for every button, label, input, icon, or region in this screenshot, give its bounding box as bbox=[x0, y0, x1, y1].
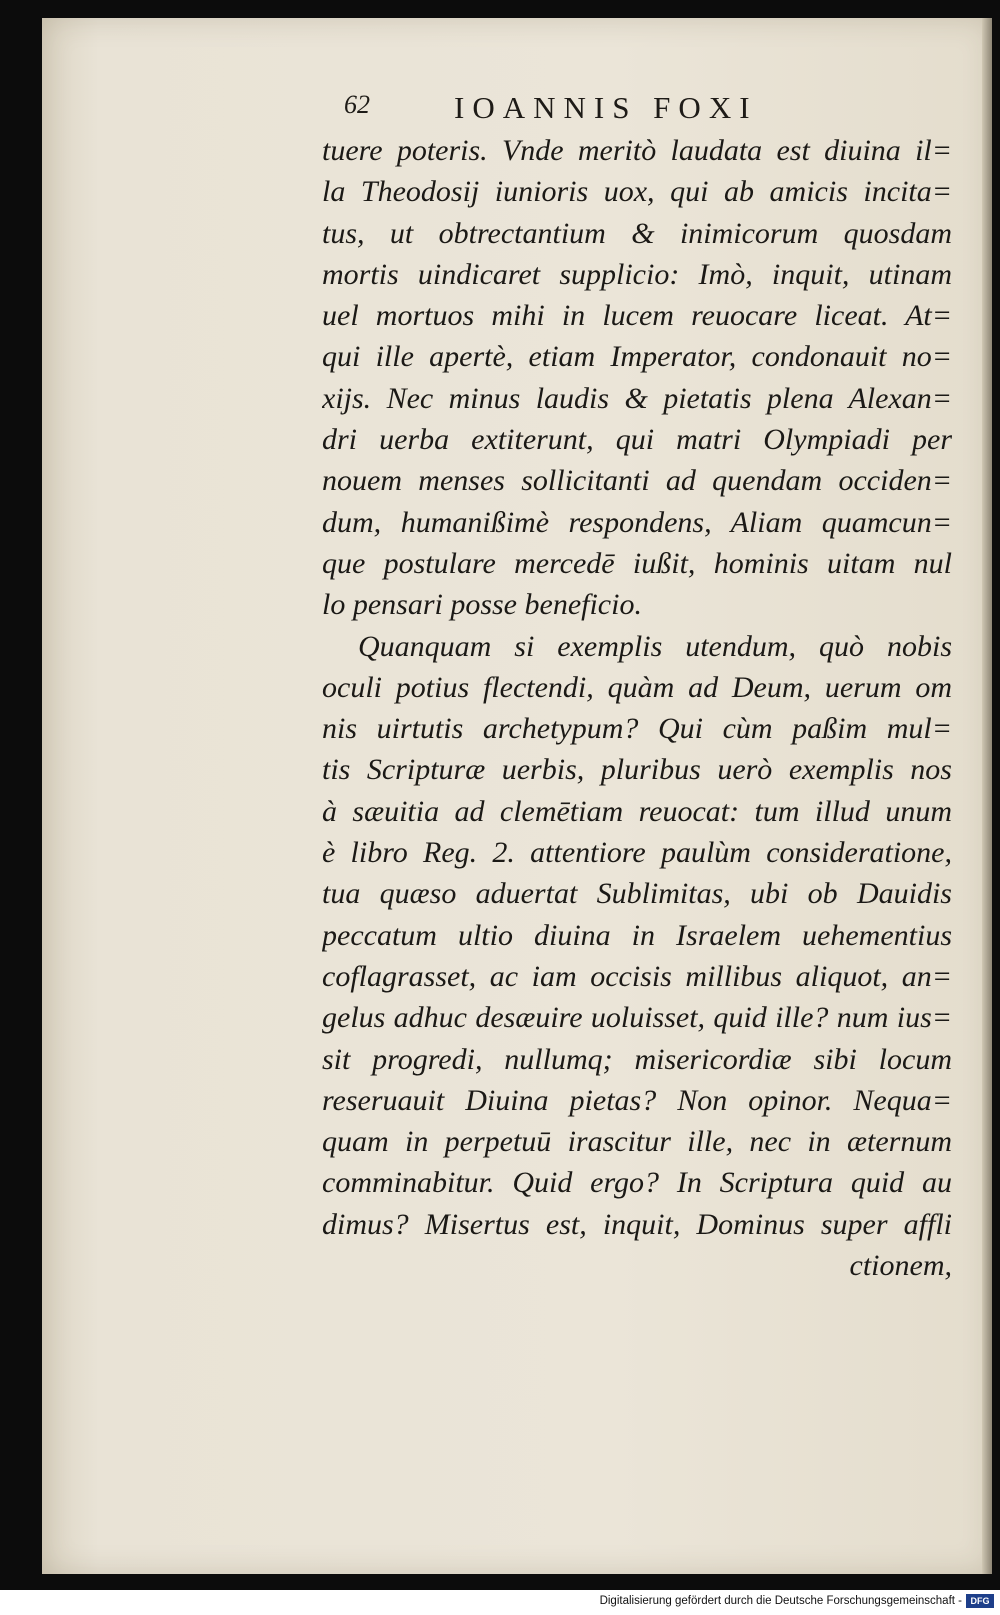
page-edge bbox=[982, 18, 992, 1574]
text-line: peccatum ultio diuina in Israelem uehementius bbox=[322, 918, 952, 952]
text-line: à sæuitia ad clemētiam reuocat: tum illud unum bbox=[322, 794, 952, 828]
text-line: lo pensari posse beneficio. bbox=[322, 588, 642, 622]
text-line: nouem menses sollicitanti ad quendam occiden= bbox=[322, 464, 952, 498]
text-line: dum, humanißimè respondens, Aliam quamcun= bbox=[322, 505, 952, 539]
text-line: comminabitur. Quid ergo? In Scriptura quid au bbox=[322, 1166, 952, 1200]
text-line: quam in perpetuū irascitur ille, nec in æternum bbox=[322, 1125, 952, 1159]
text-line: qui ille apertè, etiam Imperator, condonauit no= bbox=[322, 340, 952, 374]
text-line: coflagrasset, ac iam occisis millibus aliquot, an= bbox=[322, 959, 952, 993]
text-line: dri uerba extiterunt, qui matri Olympiadi per bbox=[322, 423, 952, 457]
text-line: Quanquam si exemplis utendum, quò nobis bbox=[358, 629, 952, 663]
text-line: tua quæso aduertat Sublimitas, ubi ob Dauidis bbox=[322, 877, 952, 911]
digitization-footer bbox=[0, 1590, 1000, 1615]
text-line: oculi potius flectendi, quàm ad Deum, uerum om bbox=[322, 670, 952, 704]
text-line: tis Scripturæ uerbis, pluribus uerò exemplis nos bbox=[322, 753, 952, 787]
text-line: la Theodosij iunioris uox, qui ab amicis incita= bbox=[322, 175, 952, 209]
text-line: reseruauit Diuina pietas? Non opinor. Nequa= bbox=[322, 1083, 952, 1117]
text-line: mortis uindicaret supplicio: Imò, inquit, utinam bbox=[322, 257, 952, 291]
page-number: 62 bbox=[344, 90, 370, 119]
text-line: sit progredi, nullumq; misericordiæ sibi locum bbox=[322, 1042, 952, 1076]
text-line: xijs. Nec minus laudis & pietatis plena Alexan= bbox=[322, 381, 952, 415]
dfg-logo: DFG bbox=[966, 1594, 994, 1608]
body-text bbox=[322, 130, 952, 1286]
text-line: dimus? Misertus est, inquit, Dominus super affli bbox=[322, 1207, 952, 1241]
text-line: nis uirtutis archetypum? Qui cùm paßim mul= bbox=[322, 712, 952, 746]
text-line: uel mortuos mihi in lucem reuocare liceat. At= bbox=[322, 299, 952, 333]
text-line: que postulare mercedē iußit, hominis uitam nul bbox=[322, 546, 952, 580]
book-page bbox=[42, 18, 992, 1574]
running-title: IOANNIS FOXI bbox=[454, 90, 758, 125]
text-line: è libro Reg. 2. attentiore paulùm consideratione, bbox=[322, 836, 952, 870]
page-header bbox=[344, 90, 884, 132]
text-line: gelus adhuc desæuire uoluisset, quid ille? num ius= bbox=[322, 1001, 952, 1035]
funding-credit: Digitalisierung gefördert durch die Deutsche Forschungsgemeinschaft - bbox=[599, 1595, 962, 1607]
text-line: tus, ut obtrectantium & inimicorum quosdam bbox=[322, 216, 952, 250]
text-line: tuere poteris. Vnde meritò laudata est diuina il= bbox=[322, 134, 952, 167]
catchword: ctionem, bbox=[849, 1249, 952, 1283]
